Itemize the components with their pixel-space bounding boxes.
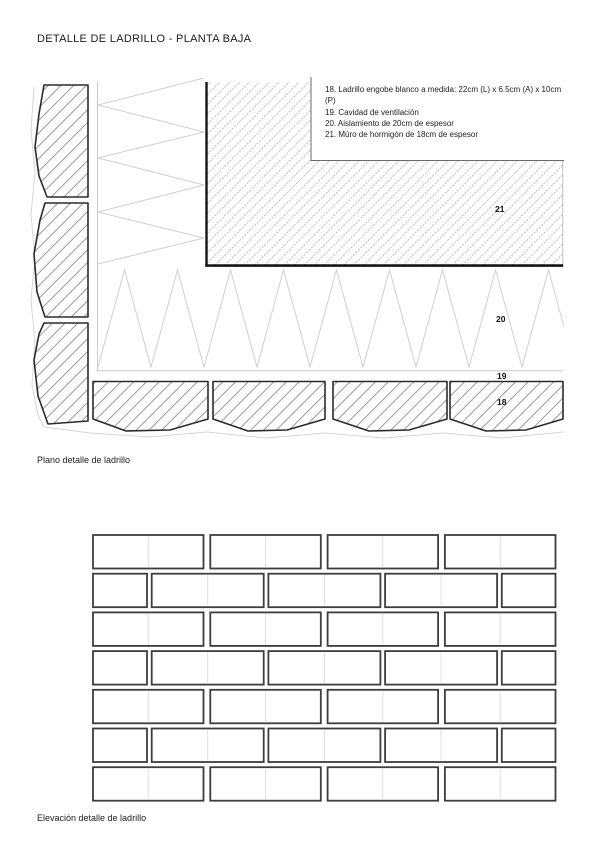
elevation-caption: Elevación detalle de ladrillo (37, 813, 147, 823)
legend-item-21: 21. Múro de hormigón de 18cm de espesor (325, 130, 478, 140)
elevation-brick (93, 574, 147, 608)
plan-brick (35, 85, 88, 197)
plan-caption: Plano detalle de ladrillo (37, 455, 131, 465)
elevation-brick (502, 574, 556, 608)
insulation-zigzag-vertical (98, 78, 204, 264)
elevation-brick (502, 729, 556, 763)
plan-brick (450, 382, 563, 432)
plan-brick (333, 382, 447, 432)
legend-item-18: 18. Ladrillo engobe blanco a medida: 22cm (L) x 6.5cm (A) x 10cm (P) (325, 85, 562, 106)
plan-brick (34, 203, 88, 317)
callout-brick: 18 (497, 397, 507, 407)
plan-brick-row (93, 382, 563, 432)
callout-concrete-wall: 21 (495, 204, 505, 214)
legend-item-19: 19. Cavidad de ventilación (325, 107, 419, 117)
callout-cavity: 19 (497, 371, 507, 381)
elevation-brick-wall (93, 535, 556, 801)
elevation-brick (93, 729, 147, 763)
plan-brick (213, 382, 325, 432)
plan-brick (34, 323, 88, 424)
legend (325, 84, 573, 140)
elevation-brick (93, 651, 147, 685)
legend-item-20: 20. Aislamiento de 20cm de espesor (325, 118, 454, 128)
plan-brick (93, 382, 208, 432)
callout-insulation: 20 (496, 314, 506, 324)
page-title: DETALLE DE LADRILLO - PLANTA BAJA (37, 33, 252, 45)
elevation-brick (502, 651, 556, 685)
plan-brick-column (34, 85, 88, 424)
